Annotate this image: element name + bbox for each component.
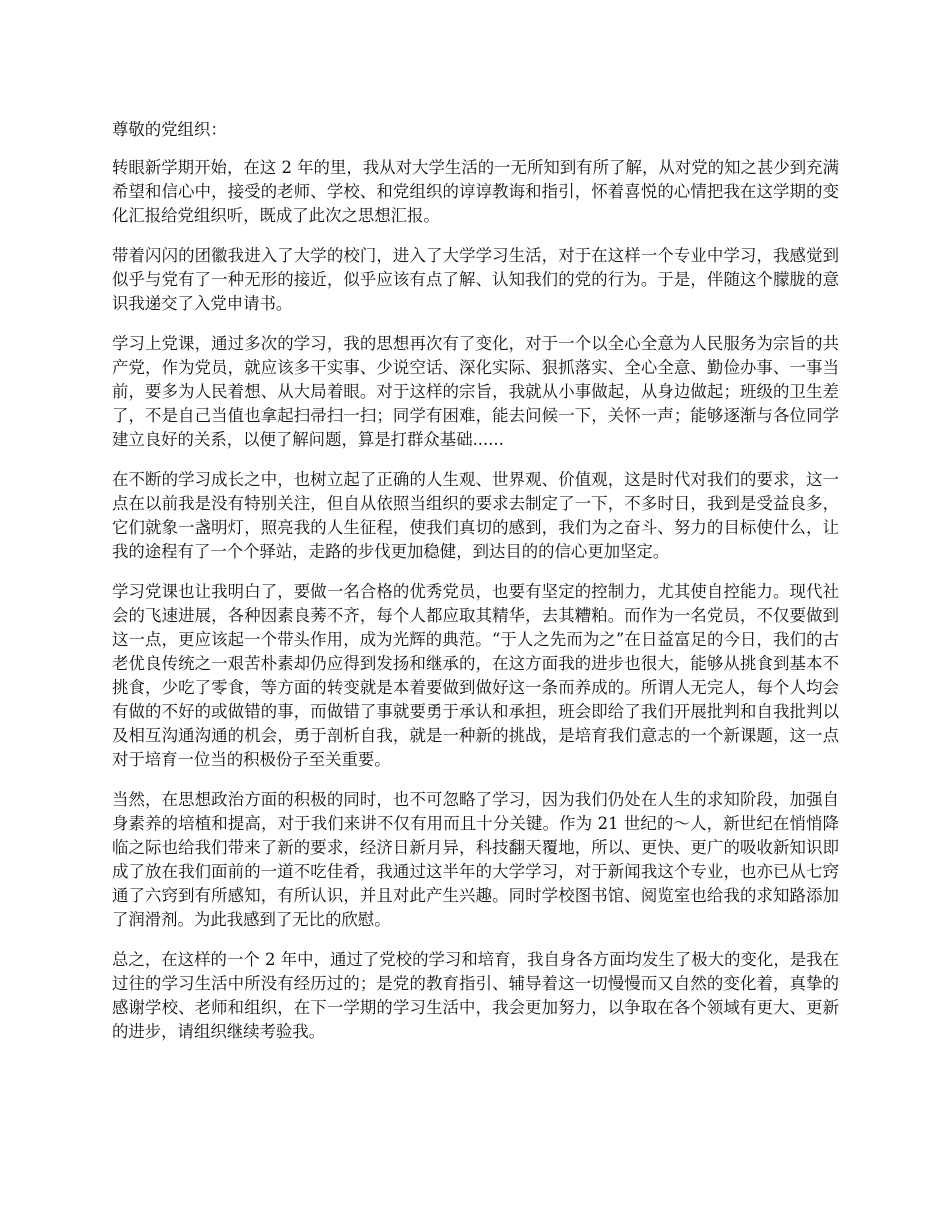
paragraph-6: 当然，在思想政治方面的积极的同时，也不可忽略了学习，因为我们仍处在人生的求知阶段，加强自身素养的培植和提高，对于我们来讲不仅有用而且十分关键。作为 21 世纪的～人，新世纪在悄悄降临之际也给我们带来了新的要求，经济日新月异，科技翻天覆地，所以、更快、更广的吸收新知识即成了放在我们面前的一道不吃佳肴，我通过这半年的大学学习，对于新闻我这个专业，也亦已从七窍通了六窍到有所感知，有所认识，并且对此产生兴趣。同时学校图书馆、阅览室也给我的求知路添加了润滑剂。为此我感到了无比的欣慰。 <box>112 790 839 929</box>
salutation: 尊敬的党组织： <box>112 120 227 139</box>
document-body <box>112 118 839 1060</box>
paragraph-5: 学习党课也让我明白了，要做一名合格的优秀党员，也要有坚定的控制力，尤其使自控能力。现代社会的飞速进展，各种因素良莠不齐，每个人都应取其精华，去其糟粕。而作为一名党员，不仅要做到这一点，更应该起一个带头作用，成为光辉的典范。“于人之先而为之”在日益富足的今日，我们的古老优良传统之一艰苦朴素却仍应得到发扬和继承的，在这方面我的进步也很大，能够从挑食到基本不挑食，少吃了零食，等方面的转变就是本着要做到做好这一条而养成的。所谓人无完人，每个人均会有做的不好的或做错的事，而做错了事就要勇于承认和承担，班会即给了我们开展批判和自我批判以及相互沟通沟通的机会，勇于剖析自我，就是一种新的挑战，是培育我们意志的一个新课题，这一点对于培育一位当的积极份子至关重要。 <box>112 582 839 769</box>
paragraph-7: 总之，在这样的一个 2 年中，通过了党校的学习和培育，我自身各方面均发生了极大的变化，是我在过往的学习生活中所没有经历过的；是党的教育指引、辅导着这一切慢慢而又自然的变化着，真挚的感谢学校、老师和组织，在下一学期的学习生活中，我会更加努力，以争取在各个领域有更大、更新的进步，请组织继续考验我。 <box>112 950 839 1041</box>
paragraph-4: 在不断的学习成长之中，也树立起了正确的人生观、世界观、价值观，这是时代对我们的要求，这一点在以前我是没有特别关注，但自从依照当组织的要求去制定了一下，不多时日，我到是受益良多，它们就象一盏明灯，照亮我的人生征程，使我们真切的感到，我们为之奋斗、努力的目标使什么，让我的途程有了一个个驿站，走路的步伐更加稳健，到达目的的信心更加坚定。 <box>112 470 839 561</box>
paragraph-1: 转眼新学期开始，在这 2 年的里，我从对大学生活的一无所知到有所了解，从对党的知之甚少到充满希望和信心中，接受的老师、学校、和党组织的谆谆教诲和指引，怀着喜悦的心情把我在这学期的变化汇报给党组织听，既成了此次之思想汇报。 <box>112 158 839 225</box>
paragraph-2: 带着闪闪的团徽我进入了大学的校门，进入了大学学习生活，对于在这样一个专业中学习，我感觉到似乎与党有了一种无形的接近，似乎应该有点了解、认知我们的党的行为。于是，伴随这个朦胧的意识我递交了入党申请书。 <box>112 246 839 313</box>
paragraph-3: 学习上党课，通过多次的学习，我的思想再次有了变化，对于一个以全心全意为人民服务为宗旨的共产党，作为党员，就应该多干实事、少说空话、深化实际、狠抓落实、全心全意、勤俭办事、一事当前，要多为人民着想、从大局着眼。对于这样的宗旨，我就从小事做起，从身边做起；班级的卫生差了，不是自己当值也拿起扫帚扫一扫；同学有困难，能去问候一下，关怀一声；能够逐渐与各位同学建立良好的关系，以便了解问题，算是打群众基础...... <box>112 334 839 449</box>
